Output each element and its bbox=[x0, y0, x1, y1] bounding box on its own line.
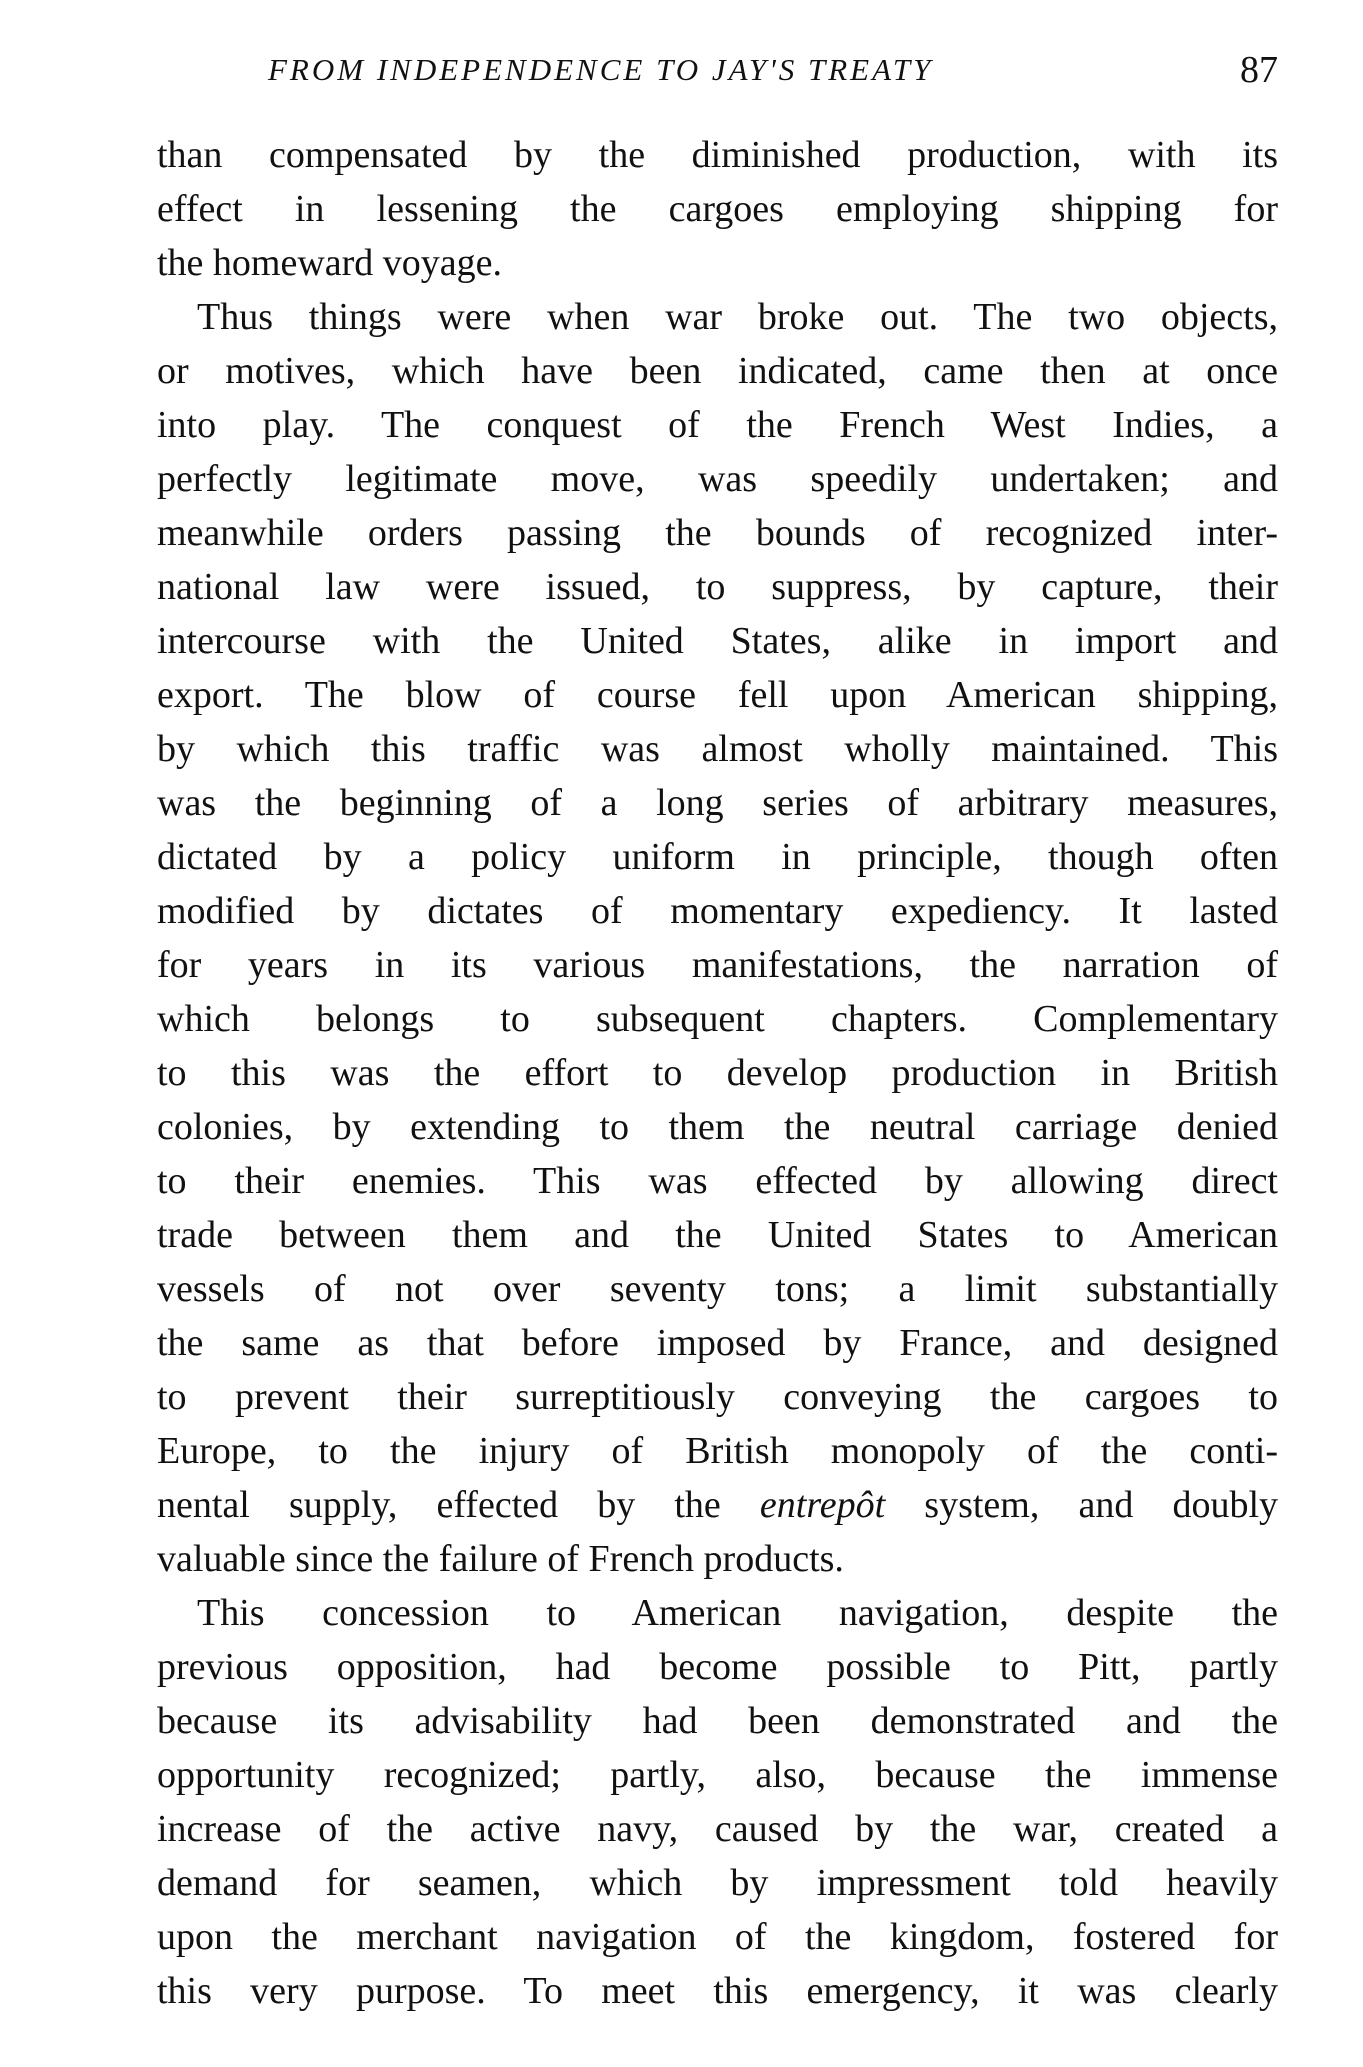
body-text bbox=[157, 128, 1278, 2018]
text-line: was the beginning of a long series of arbitrary measures, bbox=[157, 782, 1278, 824]
text-line: the homeward voyage. bbox=[157, 242, 503, 284]
text-line: than compensated by the diminished production, with its bbox=[157, 134, 1278, 176]
text-line: the same as that before imposed by France, and designed bbox=[157, 1322, 1278, 1364]
text-line: because its advisability had been demonstrated and the bbox=[157, 1700, 1278, 1742]
text-line: this very purpose. To meet this emergency, it was clearly bbox=[157, 1970, 1278, 2012]
text-line: to this was the effort to develop production in British bbox=[157, 1052, 1278, 1094]
text-line: by which this traffic was almost wholly maintained. This bbox=[157, 728, 1278, 770]
text-segment: nental supply, effected by the bbox=[157, 1484, 760, 1526]
text-line: Europe, to the injury of British monopoly of the conti- bbox=[157, 1430, 1278, 1472]
text-line: trade between them and the United States to American bbox=[157, 1214, 1278, 1256]
text-line: export. The blow of course fell upon American shipping, bbox=[157, 674, 1278, 716]
text-line: which belongs to subsequent chapters. Complementary bbox=[157, 998, 1278, 1040]
running-title: FROM INDEPENDENCE TO JAY'S TREATY bbox=[268, 52, 934, 87]
text-line: increase of the active navy, caused by the war, created a bbox=[157, 1808, 1278, 1850]
text-line: intercourse with the United States, alike in import and bbox=[157, 620, 1278, 662]
text-segment: system, and doubly bbox=[885, 1484, 1279, 1526]
text-line: previous opposition, had become possible to Pitt, partly bbox=[157, 1646, 1278, 1688]
text-line: to prevent their surreptitiously conveying the cargoes to bbox=[157, 1376, 1278, 1418]
text-line: effect in lessening the cargoes employing shipping for bbox=[157, 188, 1278, 230]
text-line: perfectly legitimate move, was speedily undertaken; and bbox=[157, 458, 1278, 500]
text-line: to their enemies. This was effected by allowing direct bbox=[157, 1160, 1278, 1202]
text-line: national law were issued, to suppress, by capture, their bbox=[157, 566, 1278, 608]
text-line: vessels of not over seventy tons; a limit substantially bbox=[157, 1268, 1278, 1310]
text-line bbox=[157, 1478, 1278, 1532]
text-line: demand for seamen, which by impressment told heavily bbox=[157, 1862, 1278, 1904]
text-line: opportunity recognized; partly, also, because the immense bbox=[157, 1754, 1278, 1796]
text-line: colonies, by extending to them the neutral carriage denied bbox=[157, 1106, 1278, 1148]
italic-word: entrepôt bbox=[759, 1484, 886, 1526]
text-line: upon the merchant navigation of the kingdom, fostered for bbox=[157, 1916, 1278, 1958]
text-line: valuable since the failure of French products. bbox=[157, 1538, 844, 1580]
text-line: This concession to American navigation, despite the bbox=[197, 1592, 1278, 1634]
page-number: 87 bbox=[1240, 49, 1278, 91]
text-line: dictated by a policy uniform in principle, though often bbox=[157, 836, 1278, 878]
text-line: meanwhile orders passing the bounds of recognized inter- bbox=[157, 512, 1278, 554]
text-line: modified by dictates of momentary expediency. It lasted bbox=[157, 890, 1278, 932]
running-header bbox=[268, 48, 1278, 98]
text-line: into play. The conquest of the French West Indies, a bbox=[157, 404, 1278, 446]
text-line: for years in its various manifestations, the narration of bbox=[157, 944, 1278, 986]
text-line: Thus things were when war broke out. The two objects, bbox=[197, 296, 1278, 338]
text-line: or motives, which have been indicated, came then at once bbox=[157, 350, 1278, 392]
